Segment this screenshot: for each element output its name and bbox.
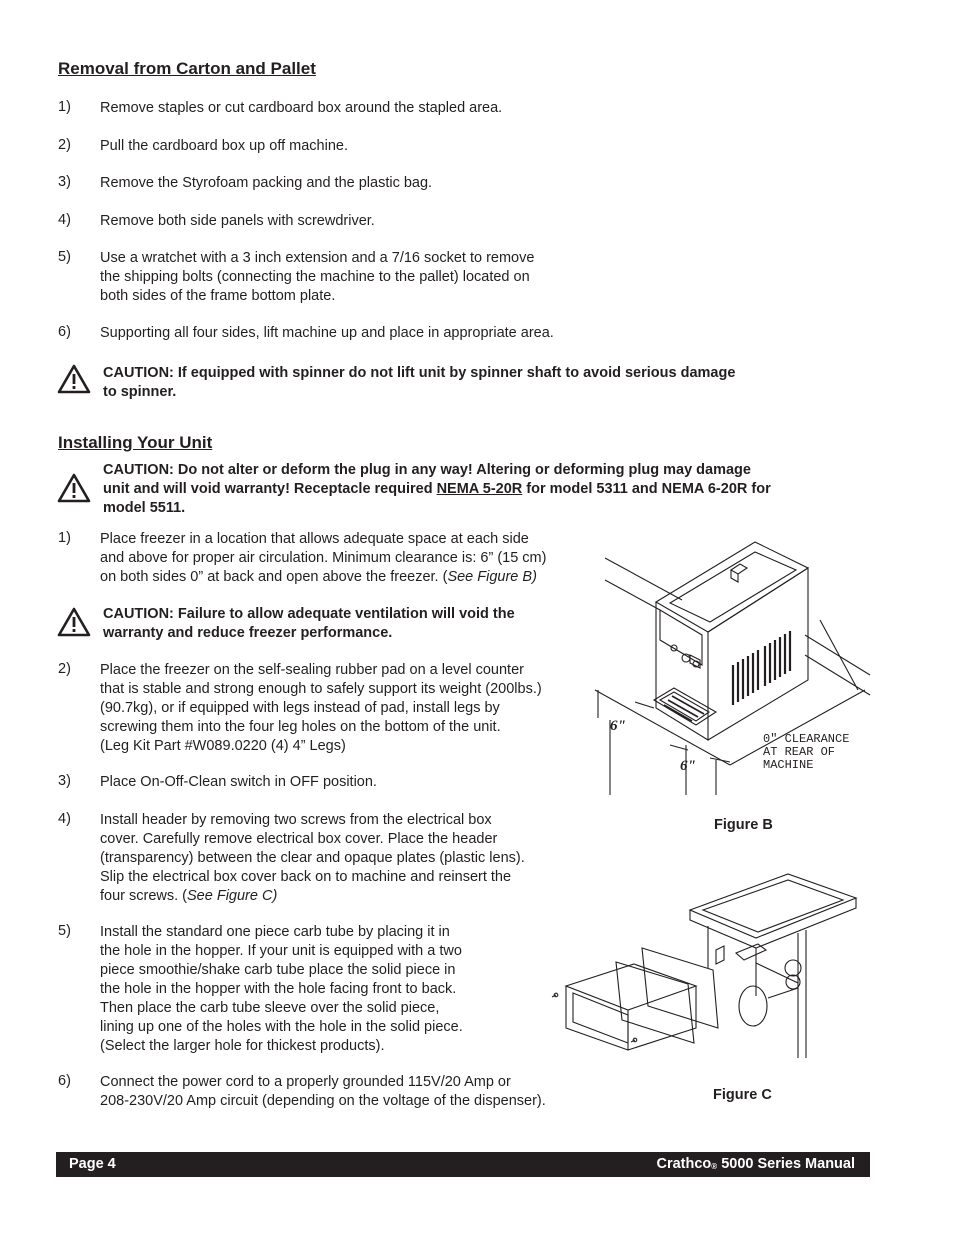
warning-triangle-icon [57, 473, 91, 503]
step-number: 6) [58, 324, 71, 340]
install-step-3: Place On-Off-Clean switch in OFF position. [100, 774, 377, 790]
warning-triangle-icon [57, 364, 91, 394]
figure-c-caption: Figure C [713, 1087, 772, 1103]
dimension-6in-front: 6" [680, 758, 696, 774]
step-number: 1) [58, 99, 71, 115]
install-step-1: Place freezer in a location that allows adequate space at each side and above for proper air circulation. Minimum clearance is: 6” (15 cm) on both sides 0” at back and open above the freezer. (See Figure B) [100, 531, 547, 585]
step-number: 4) [58, 811, 71, 827]
caution-spinner: CAUTION: If equipped with spinner do not lift unit by spinner shaft to avoid serious damage to spinner. [103, 365, 736, 400]
nema-5-20r: NEMA 5-20R [436, 481, 523, 497]
step-number: 6) [58, 1073, 71, 1089]
removal-step-5: Use a wratchet with a 3 inch extension and a 7/16 socket to remove the shipping bolts (connecting the machine to the pallet) located on both sides of the frame bottom plate. [100, 250, 535, 304]
caution-ventilation: CAUTION: Failure to allow adequate ventilation will void the warranty and reduce freezer performance. [103, 606, 515, 641]
manual-title: Crathco® 5000 Series Manual [656, 1156, 855, 1172]
clearance-note-line1: 0" CLEARANCE [763, 732, 850, 746]
removal-step-3: Remove the Styrofoam packing and the plastic bag. [100, 175, 433, 191]
install-step-6: Connect the power cord to a properly grounded 115V/20 Amp or 208-230V/20 Amp circuit (depending on the voltage of the dispenser). [100, 1074, 546, 1109]
install-step-5: Install the standard one piece carb tube by placing it in the hole in the hopper. If your unit is equipped with a two piece smoothie/shake carb tube place the solid piece in the hole in the hopper with the hole facing front to back. Then place the carb tube sleeve over the solid piece, lining up one of the holes with the hole in the solid piece. (Select the larger hole for thickest products). [100, 924, 463, 1054]
dimension-6in-side: 6" [610, 718, 626, 734]
section-title-installing: Installing Your Unit [58, 433, 213, 452]
step-number: 5) [58, 923, 71, 939]
step-number: 1) [58, 530, 71, 546]
removal-step-4: Remove both side panels with screwdriver. [100, 213, 375, 229]
section-title-removal: Removal from Carton and Pallet [58, 59, 316, 78]
step-number: 2) [58, 661, 71, 677]
page-number: Page 4 [69, 1156, 116, 1172]
clearance-note-line3: MACHINE [763, 758, 814, 772]
warning-triangle-icon [57, 607, 91, 637]
step-number: 3) [58, 174, 71, 190]
install-step-2: Place the freezer on the self-sealing rubber pad on a level counter that is stable and strong enough to safely support its weight (200lbs.) (90.7kg), or if equipped with legs instead of pad, install legs by screwing them into the four leg holes on the bottom of the unit. (Leg Kit Part #W089.0220 (4) 4” Legs) [100, 662, 542, 754]
step-number: 2) [58, 137, 71, 153]
clearance-note-line2: AT REAR OF [763, 745, 836, 759]
figure-b-drawing [590, 540, 875, 798]
figure-b-caption: Figure B [714, 817, 773, 833]
step-number: 4) [58, 212, 71, 228]
page-footer [56, 1152, 870, 1177]
step-number: 5) [58, 249, 71, 265]
removal-step-1: Remove staples or cut cardboard box around the stapled area. [100, 100, 503, 116]
removal-step-6: Supporting all four sides, lift machine up and place in appropriate area. [100, 325, 554, 341]
caution-plug: CAUTION: Do not alter or deform the plug in any way! Altering or deforming plug may damage unit and will void warranty! Receptacle required NEMA 5-20R for model 5311 and NEMA 6-20R for model 5511. [103, 462, 771, 516]
step-number: 3) [58, 773, 71, 789]
figure-c-drawing [548, 868, 858, 1068]
install-step-4: Install header by removing two screws from the electrical box cover. Carefully remove electrical box cover. Place the header (transparency) between the clear and opaque plates (plastic lens). Slip the electrical box cover back on to machine and reinsert the four screws. (See Figure C) [100, 812, 525, 904]
removal-step-2: Pull the cardboard box up off machine. [100, 138, 349, 154]
